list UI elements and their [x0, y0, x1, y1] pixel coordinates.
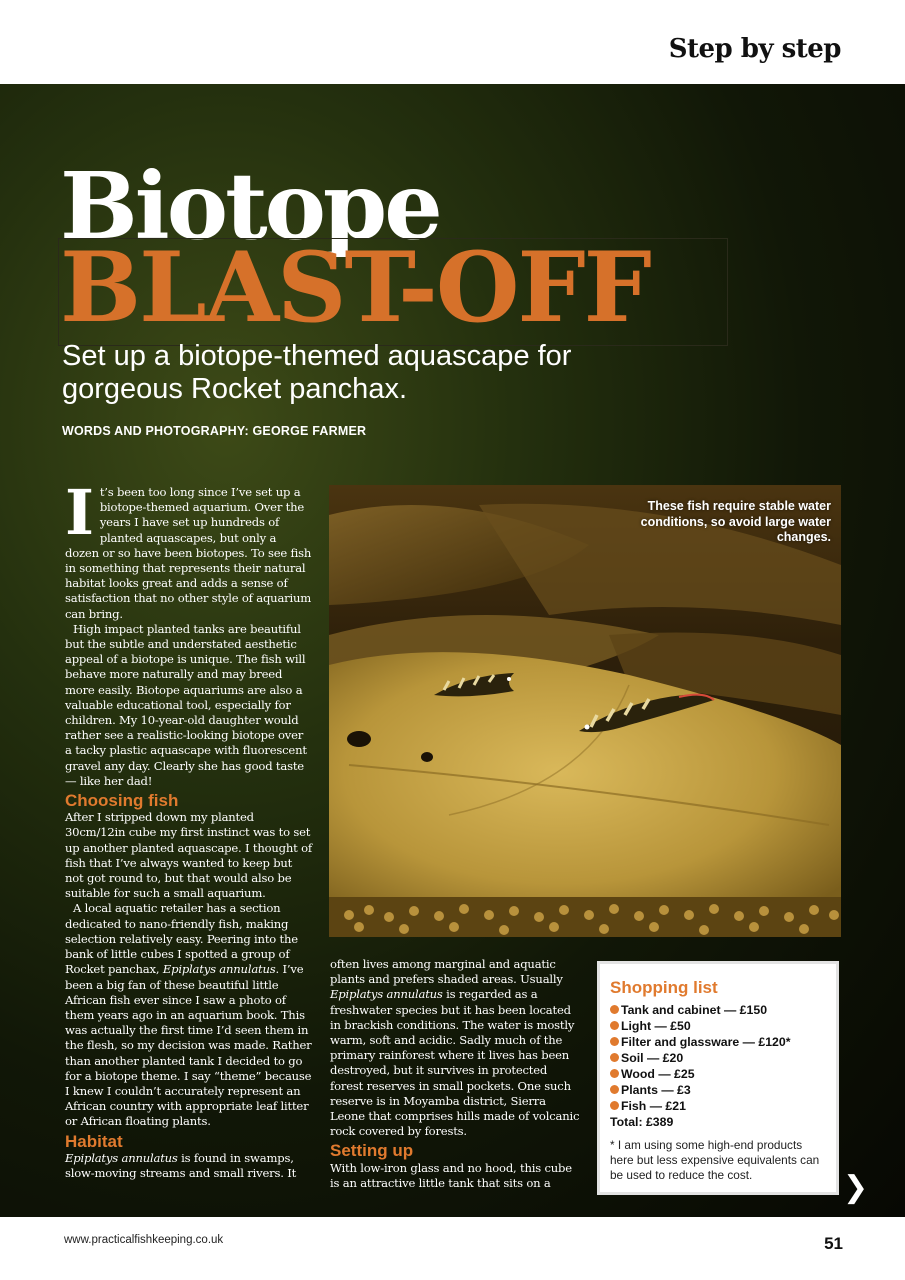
item-price: — £25 [654, 1067, 695, 1081]
shopping-total: Total: £389 [610, 1115, 674, 1129]
habitat-paragraph-col2 [330, 957, 580, 1139]
chevron-right-icon: ❯ [843, 1170, 869, 1205]
item-price: — £50 [651, 1019, 691, 1033]
shopping-note: * I am using some high-end products here but less expensive equivalents can be used to reduce the cost. [610, 1138, 820, 1182]
list-item [610, 1034, 826, 1050]
list-item [610, 1066, 826, 1082]
item-label: Fish [621, 1099, 647, 1113]
list-item [610, 1002, 826, 1018]
setting-up-paragraph: With low-iron glass and no hood, this cube is an attractive little tank that sits on a [330, 1160, 572, 1190]
item-price: — £20 [643, 1051, 684, 1065]
byline: WORDS AND PHOTOGRAPHY: GEORGE FARMER [62, 424, 367, 438]
item-label: Light [621, 1019, 652, 1033]
drop-cap: I [65, 476, 94, 549]
habitat-paragraph-col1 [65, 1151, 312, 1181]
item-label: Tank and cabinet [621, 1003, 721, 1017]
bullet-icon [610, 1069, 619, 1078]
choosing-text-b: . I’ve been a big fan of these beautiful little African fish ever since I saw a photo of them years ago in an aquarium book. This was actually the first time I’d seen them in the flesh, so my decision was made. Rather than another planted tank I decided to go for a biotope theme. I say “theme” because I knew I couldn’t accurately represent an African country with appropriate leaf litter or African floating plants. [65, 962, 312, 1129]
heading-choosing-fish: Choosing fish [65, 791, 179, 811]
bullet-icon [610, 1021, 619, 1030]
shopping-list-box [597, 961, 839, 1195]
species-name: Epiplatys annulatus [330, 987, 443, 1002]
item-label: Soil [621, 1051, 644, 1065]
intro-paragraph-1 [65, 476, 312, 622]
habitat-text-c: is regarded as a freshwater species but it has been located in brackish conditions. The water is mostly warm, soft and acidic. Sadly much of the primary rainforest where it lives has been destroyed, but it survives in protected forest reserves in small pockets. One such reserve is in Moyamba district, Sierra Leone that comprises hills made of volcanic rock covered by forests. [330, 987, 580, 1139]
choosing-paragraph-1: After I stripped down my planted 30cm/12in cube my first instinct was to set up another planted aquascape. I thought of fish that I’ve always wanted to keep but not got round to, but that would also be suitable for such a small aquarium. [65, 810, 312, 901]
heading-setting-up: Setting up [330, 1141, 414, 1161]
item-price: — £21 [646, 1099, 686, 1113]
list-item [610, 1018, 826, 1034]
item-price: — £150 [720, 1003, 768, 1017]
aquarium-photo [329, 485, 841, 937]
page-number: 51 [824, 1234, 843, 1253]
intro-paragraph-2: High impact planted tanks are beautiful but the subtle and understated aesthetic appeal of a biotope is unique. The fish will behave more naturally and may breed more easily. Biotope aquariums are also a valuable educational tool, especially for children. My 10-year-old daughter would rather see a realistic-looking biotope over a tacky plastic aquascape with fluorescent gravel any day. Clearly she has good taste — like her dad! [65, 621, 307, 788]
subtitle: Set up a biotope-themed aquascape for gorgeous Rocket panchax. [62, 340, 572, 405]
photo-illustration [329, 485, 841, 937]
intro-text-1: t’s been too long since I’ve set up a biotope-themed aquarium. Over the years I have set up hundreds of planted aquascapes, but only a dozen or so have been biotopes. To see fish in something that represents their natural habitat looks great and adds a sense of satisfaction that no other style of aquarium can bring. [65, 485, 312, 621]
bullet-icon [610, 1085, 619, 1094]
footer-url: www.practicalfishkeeping.co.uk [64, 1234, 224, 1246]
header-bar [0, 0, 905, 84]
item-label: Plants [621, 1083, 658, 1097]
list-item [610, 1082, 826, 1098]
bullet-icon [610, 1005, 619, 1014]
item-price: — £3 [657, 1083, 691, 1097]
habitat-text-b: often lives among marginal and aquatic plants and prefers shaded areas. Usually [330, 957, 563, 987]
item-price: — £120* [739, 1035, 791, 1049]
list-item [610, 1050, 826, 1066]
title-line-1: Biotope [60, 152, 440, 260]
bullet-icon [610, 1101, 619, 1110]
title-line-2: BLAST-OFF [60, 231, 650, 344]
list-item [610, 1098, 826, 1114]
species-name: Epiplatys annulatus [162, 962, 276, 977]
column-1 [65, 476, 312, 1181]
section-label: Step by step [668, 34, 841, 64]
bullet-icon [610, 1053, 619, 1062]
item-label: Filter and glassware [621, 1035, 740, 1049]
photo-caption: These fish require stable water conditions, so avoid large water changes. [640, 499, 831, 544]
item-label: Wood [621, 1067, 655, 1081]
choosing-text-a: A local aquatic retailer has a section dedicated to nano-friendly fish, making selection relatively easy. Peering into the bank of little cubes I spotted a group of Rocket panchax, [65, 901, 298, 977]
bullet-icon [610, 1037, 619, 1046]
heading-habitat: Habitat [65, 1131, 123, 1151]
shopping-list-title: Shopping list [610, 978, 718, 997]
shopping-list [610, 1002, 826, 1114]
species-name: Epiplatys annulatus [65, 1150, 178, 1165]
column-2 [330, 957, 580, 1191]
choosing-paragraph-2 [65, 901, 312, 1129]
habitat-text-a: is found in swamps, slow-moving streams and small rivers. It [65, 1150, 297, 1180]
